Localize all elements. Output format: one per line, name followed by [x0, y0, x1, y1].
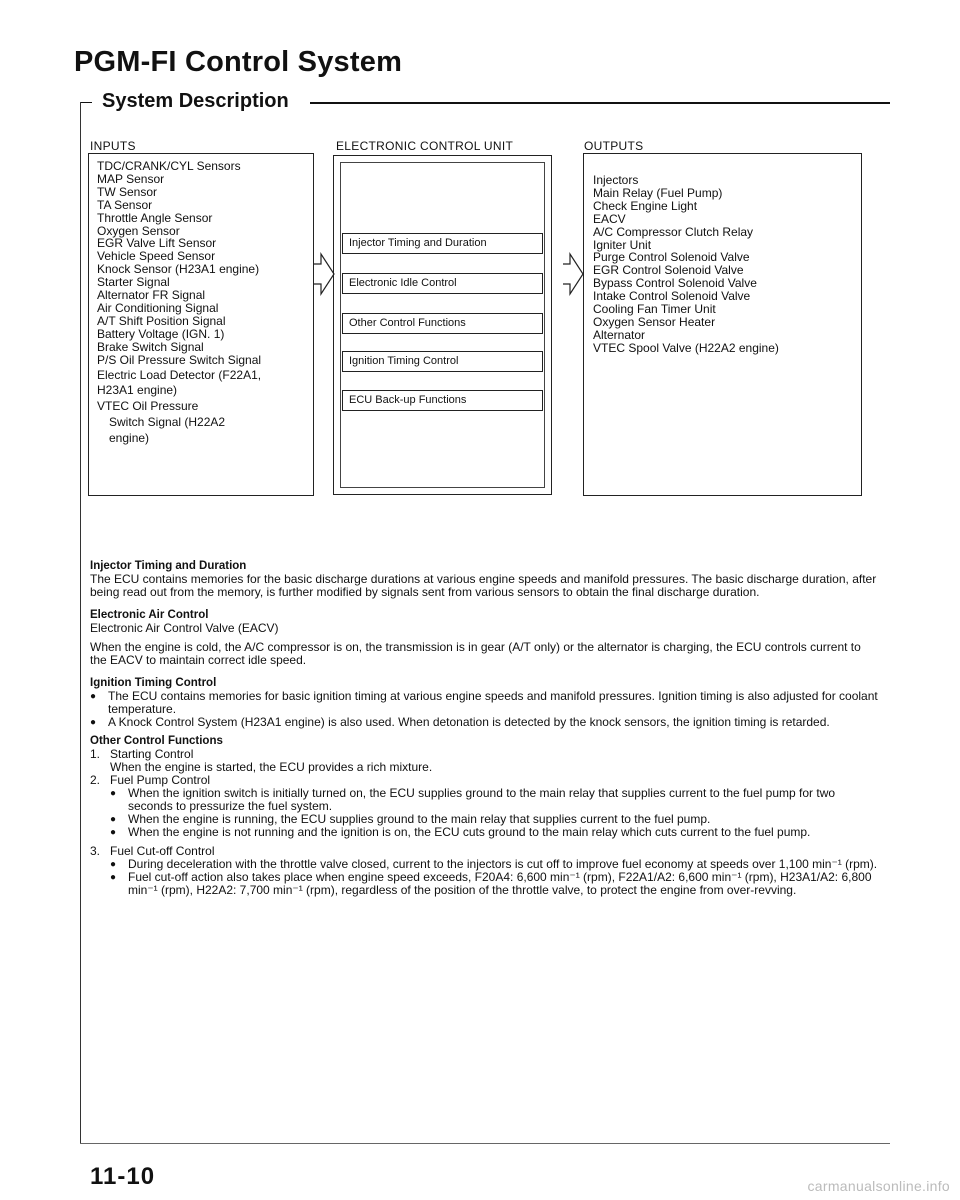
input-item: H23A1 engine) [97, 383, 178, 398]
output-item: Check Engine Light [593, 198, 698, 213]
section-corner-rule [80, 102, 92, 103]
starting-control-item [90, 748, 880, 774]
fuel-pump-control-item [90, 774, 880, 839]
input-item: VTEC Oil Pressure [97, 399, 199, 414]
item-title: Starting Control [110, 747, 194, 761]
inputs-box [88, 153, 314, 496]
input-item: P/S Oil Pressure Switch Signal [97, 352, 262, 367]
item-number: 3. [90, 844, 101, 858]
inputs-list [97, 160, 305, 445]
injector-heading: Injector Timing and Duration [90, 560, 247, 572]
section-title: System Description [102, 90, 289, 112]
input-item: TDC/CRANK/CYL Sensors [97, 159, 241, 173]
item-text: When the engine is started, the ECU provides a rich mixture. [110, 760, 433, 774]
input-item: A/T Shift Position Signal [97, 313, 226, 328]
outputs-list [593, 174, 852, 355]
output-item: EGR Control Solenoid Valve [593, 263, 744, 278]
injector-paragraph: The ECU contains memories for the basic discharge durations at various engine speeds and manifold pressures. The basic discharge duration, after being read out from the memory, is further modified by signals sent from various sensors to obtain the final discharge duration. [90, 572, 877, 599]
item-title: Fuel Cut-off Control [110, 844, 215, 858]
ignition-bullet: ● A Knock Control System (H23A1 engine) is also used. When detonation is detected by the knock sensors, the ignition timing is retarded. [90, 716, 880, 729]
input-item: Alternator FR Signal [97, 288, 206, 303]
ecu-function-other-control: Other Control Functions [342, 313, 543, 334]
output-item: Injectors [593, 173, 639, 187]
item-number: 1. [90, 747, 101, 761]
item-title: Fuel Pump Control [110, 773, 211, 787]
outputs-box [583, 153, 862, 496]
description-body [90, 560, 880, 897]
output-item: Intake Control Solenoid Valve [593, 289, 751, 304]
page-title: PGM-FI Control System [74, 46, 403, 78]
output-item: Igniter Unit [593, 237, 652, 252]
output-item: Main Relay (Fuel Pump) [593, 185, 723, 200]
output-item: Alternator [593, 327, 646, 342]
output-item: Oxygen Sensor Heater [593, 314, 716, 329]
ecu-function-injector-timing: Injector Timing and Duration [342, 233, 543, 254]
inputs-heading: INPUTS [90, 139, 136, 153]
input-item: Throttle Angle Sensor [97, 210, 213, 225]
input-item: Oxygen Sensor [97, 223, 180, 238]
input-item: TW Sensor [97, 184, 158, 199]
other-functions-heading: Other Control Functions [90, 735, 223, 747]
input-item: Switch Signal (H22A2 [109, 415, 226, 430]
air-control-paragraph: When the engine is cold, the A/C compressor is on, the transmission is in gear (A/T only) or the alternator is charging, the ECU controls current to the EACV to maintain correct idle speed. [90, 640, 861, 667]
outputs-heading: OUTPUTS [584, 139, 644, 153]
output-item: VTEC Spool Valve (H22A2 engine) [593, 340, 779, 355]
input-item: Battery Voltage (IGN. 1) [97, 326, 225, 341]
input-item: TA Sensor [97, 197, 153, 212]
output-item: A/C Compressor Clutch Relay [593, 224, 754, 239]
input-item: EGR Valve Lift Sensor [97, 236, 217, 251]
input-item: Air Conditioning Signal [97, 300, 219, 315]
fuel-cutoff-bullet: ● Fuel cut-off action also takes place when engine speed exceeds, F20A4: 6,600 min⁻¹ (rpm), F22A1/A2: 6,600 min⁻¹ (rpm), H23A1/A2: 6,800 min⁻¹ (rpm), H22A2: 7,700 min⁻¹ (rpm), regardless of the position of the throttle valve, to protect the engine from over-revving. [110, 871, 880, 897]
fuel-cutoff-bullet: ● During deceleration with the throttle valve closed, current to the injectors is cut off to improve fuel economy at speeds over 1,100 min⁻¹ (rpm). [110, 858, 880, 871]
watermark-text: carmanualsonline.info [807, 1178, 950, 1194]
input-item: Brake Switch Signal [97, 339, 204, 354]
page-number: 11-10 [90, 1163, 156, 1190]
ignition-bullet: ● The ECU contains memories for basic ignition timing at various engine speeds and manifold pressures. Ignition timing is also adjusted for coolant temperature. [90, 690, 880, 716]
ecu-function-backup: ECU Back-up Functions [342, 390, 543, 411]
output-item: Purge Control Solenoid Valve [593, 250, 750, 265]
output-item: EACV [593, 211, 626, 226]
input-item: Vehicle Speed Sensor [97, 249, 216, 264]
ignition-heading: Ignition Timing Control [90, 677, 217, 689]
output-item: Cooling Fan Timer Unit [593, 302, 716, 317]
input-item: Starter Signal [97, 275, 170, 290]
section-rule [310, 102, 890, 104]
ecu-function-idle-control: Electronic Idle Control [342, 273, 543, 294]
air-control-subheading: Electronic Air Control Valve (EACV) [90, 621, 279, 635]
ecu-to-output-arrow-icon [561, 252, 587, 296]
input-item: MAP Sensor [97, 171, 165, 186]
fuel-cutoff-control-item [90, 845, 880, 897]
bottom-rule [80, 1143, 890, 1144]
left-margin-rule [80, 102, 81, 1144]
air-control-heading: Electronic Air Control [90, 609, 209, 621]
input-item: engine) [109, 431, 150, 446]
fuel-pump-bullet: ● When the ignition switch is initially turned on, the ECU supplies ground to the main relay that supplies current to the fuel pump for two seconds to pressurize the fuel system. [110, 787, 880, 813]
item-number: 2. [90, 773, 101, 787]
input-item: Electric Load Detector (F22A1, [97, 367, 262, 382]
fuel-pump-bullet: ● When the engine is not running and the ignition is on, the ECU cuts ground to the main relay which cuts current to the fuel pump. [110, 826, 880, 839]
ecu-heading: ELECTRONIC CONTROL UNIT [336, 139, 514, 153]
input-item: Knock Sensor (H23A1 engine) [97, 262, 260, 277]
output-item: Bypass Control Solenoid Valve [593, 276, 757, 291]
section-header [80, 90, 890, 114]
fuel-pump-bullet: ● When the engine is running, the ECU supplies ground to the main relay that supplies current to the fuel pump. [110, 813, 880, 826]
input-to-ecu-arrow-icon [312, 252, 338, 296]
ecu-function-ignition-timing: Ignition Timing Control [342, 351, 543, 372]
